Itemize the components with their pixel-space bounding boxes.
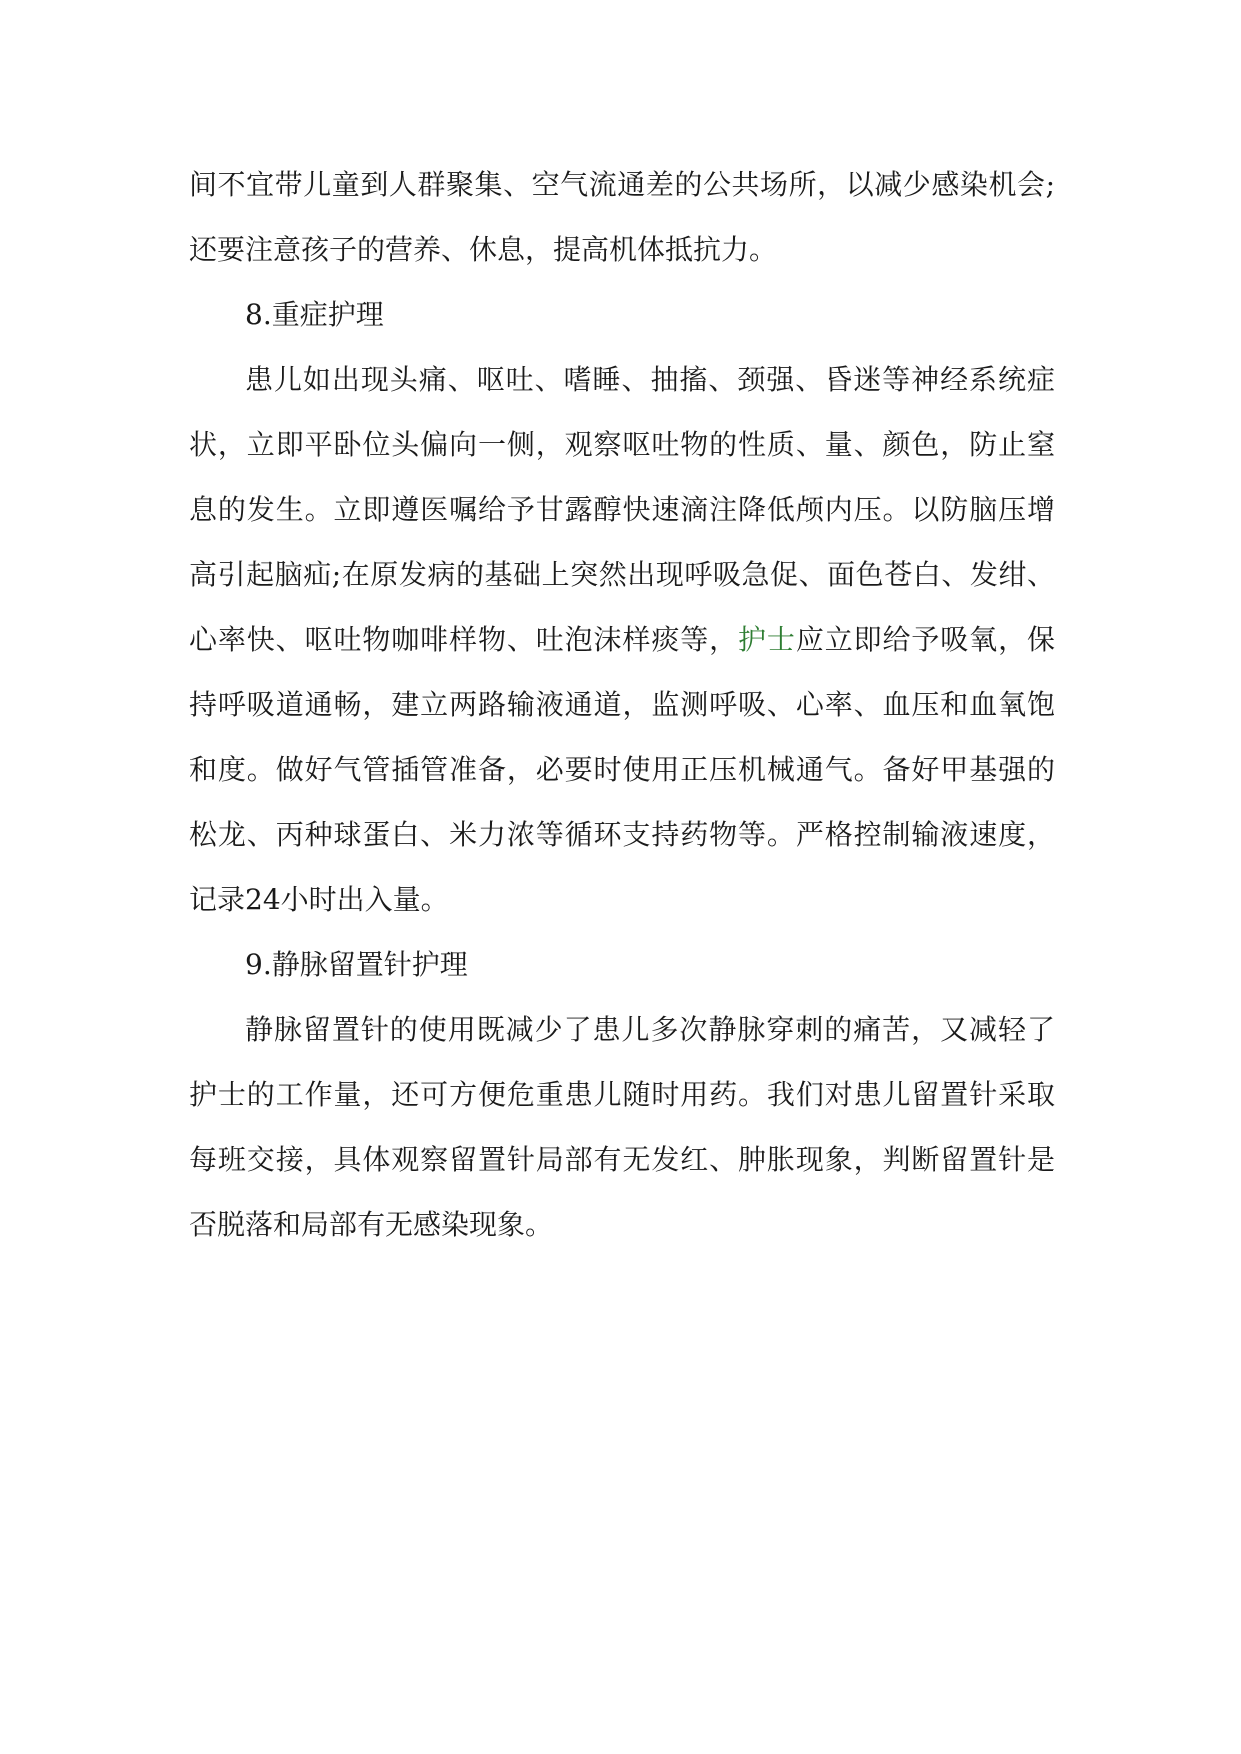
paragraph-severe-care-text-2: 应立即给予吸氧，保持呼吸道通畅，建立两路输液通道，监测呼吸、心率、血压和血氧饱和度。做好气管插管准备，必要时使用正压机械通气。备好甲基强的松龙、丙种球蛋白、米力浓等循环支持药物等。严格控制输液速度，记录24小时出入量。: [189, 623, 1055, 916]
paragraph-continuation: 间不宜带儿童到人群聚集、空气流通差的公共场所，以减少感染机会;还要注意孩子的营养、休息，提高机体抵抗力。: [189, 168, 1055, 266]
nurse-link[interactable]: 护士: [738, 623, 796, 656]
paragraph-severe-care-text-1: 患儿如出现头痛、呕吐、嗜睡、抽搐、颈强、昏迷等神经系统症状，立即平卧位头偏向一侧，观察呕吐物的性质、量、颜色，防止窒息的发生。立即遵医嘱给予甘露醇快速滴注降低颅内压。以防脑压增高引起脑疝;在原发病的基础上突然出现呼吸急促、面色苍白、发绀、心率快、呕吐物咖啡样物、吐泡沫样痰等，: [189, 363, 1055, 656]
section-heading-8: 8.重症护理: [245, 298, 384, 331]
paragraph-severe-care: [189, 347, 1055, 932]
document-body: [189, 152, 1055, 1257]
paragraph-iv-catheter: 静脉留置针的使用既减少了患儿多次静脉穿刺的痛苦，又减轻了护士的工作量，还可方便危重患儿随时用药。我们对患儿留置针采取每班交接，具体观察留置针局部有无发红、肿胀现象，判断留置针是否脱落和局部有无感染现象。: [189, 1013, 1055, 1241]
section-heading-9: 9.静脉留置针护理: [245, 948, 468, 981]
